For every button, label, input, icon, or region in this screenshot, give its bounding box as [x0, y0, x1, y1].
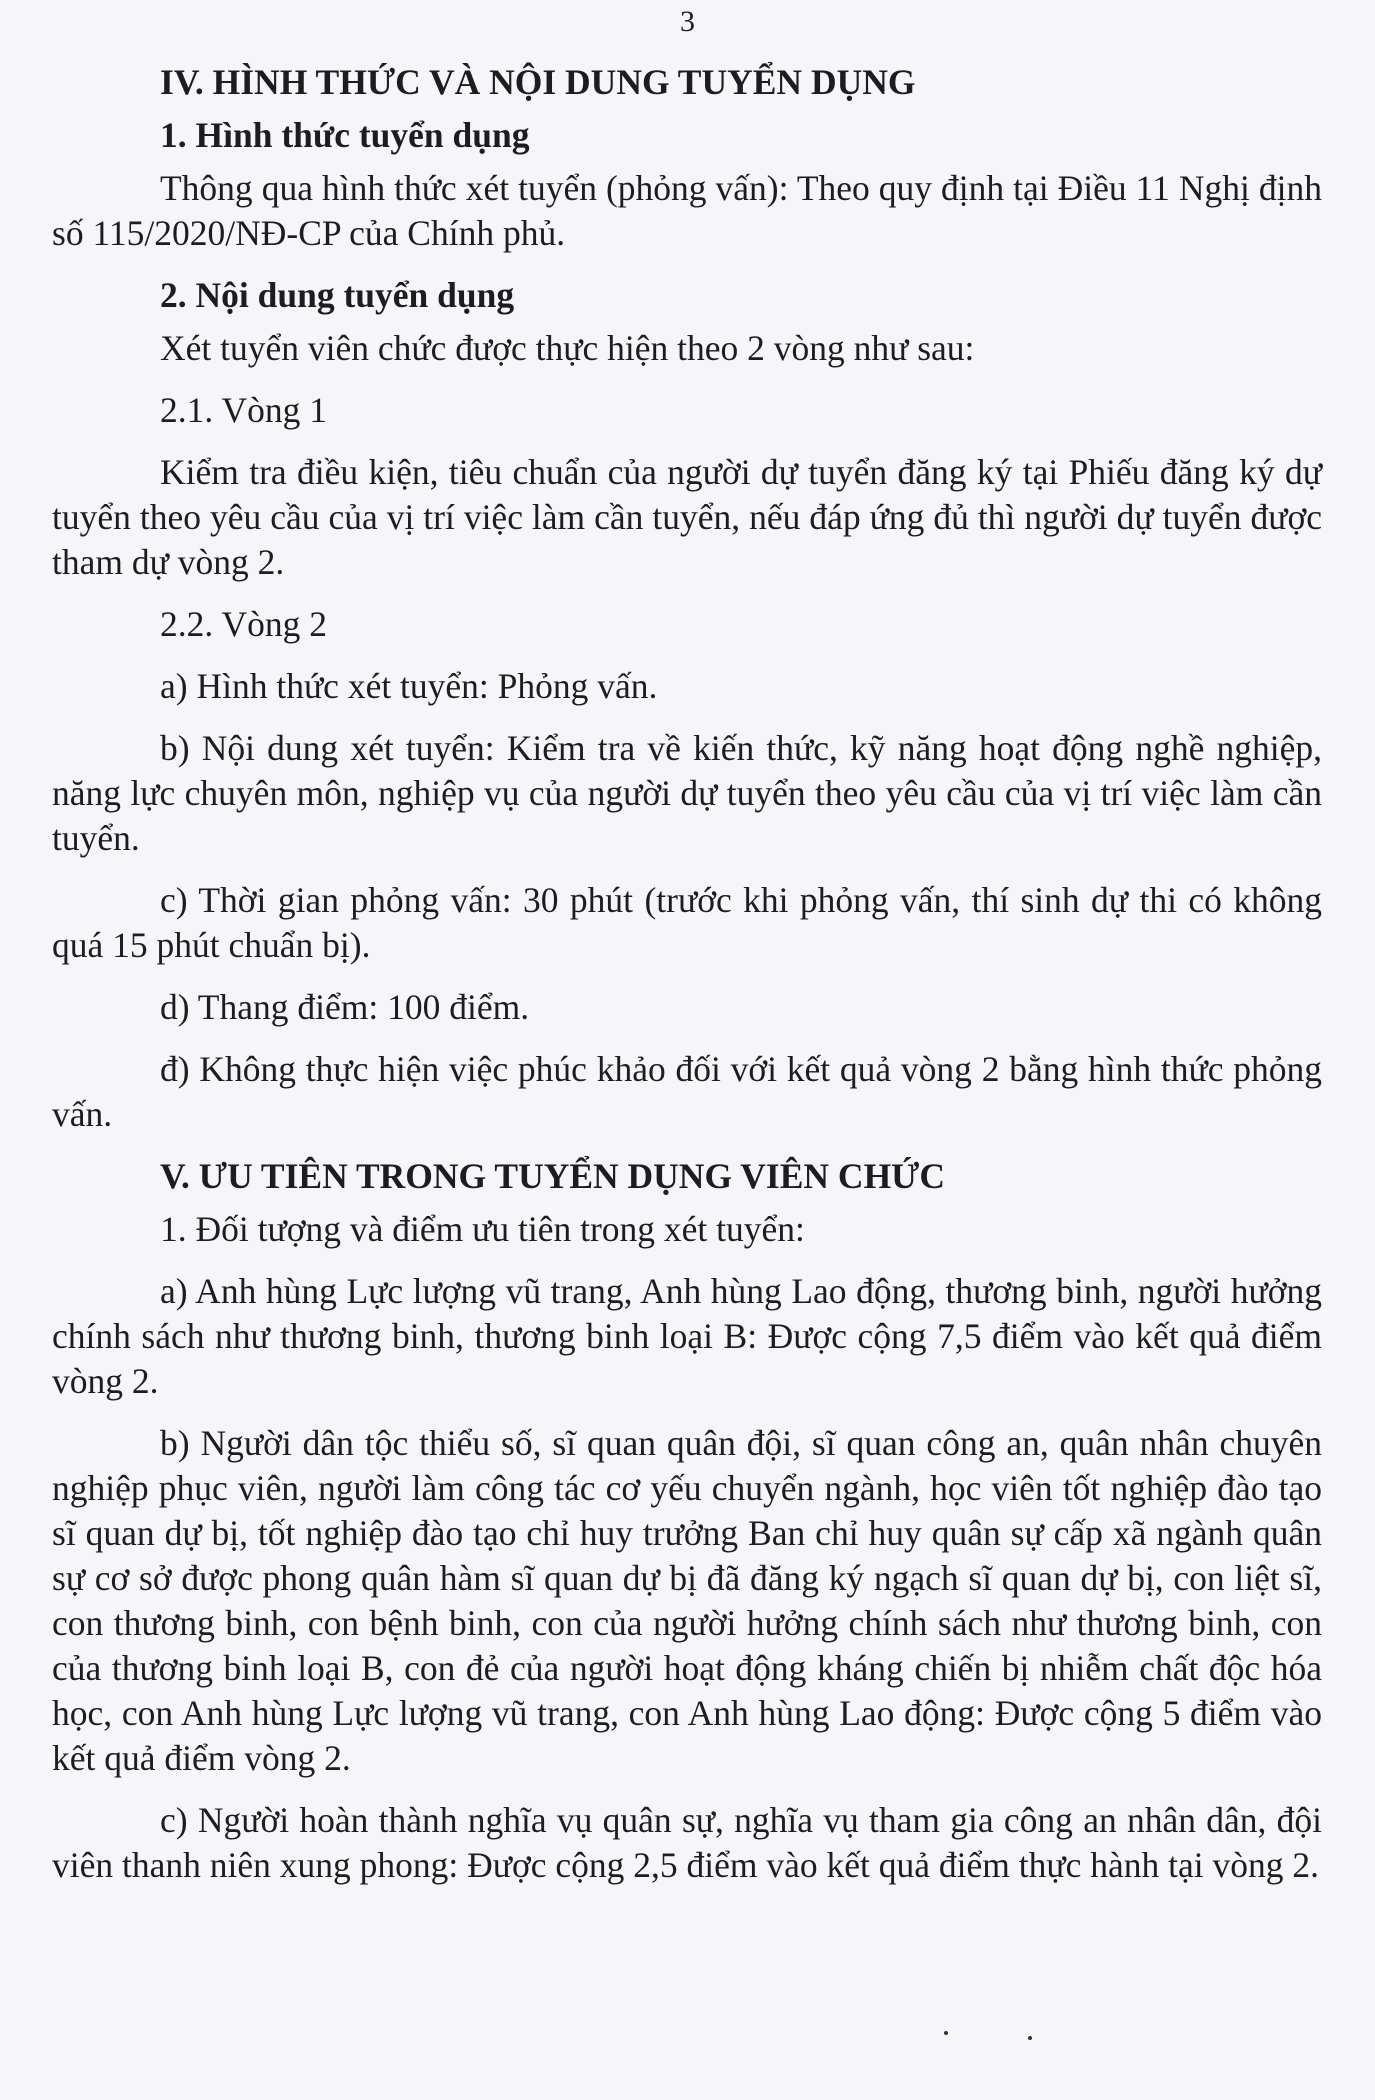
document-body	[52, 52, 1322, 1888]
scan-speck	[944, 2031, 948, 2035]
paragraph: 2.2. Vòng 2	[160, 604, 327, 644]
subsection-heading-noi-dung: 2. Nội dung tuyển dụng	[160, 275, 515, 315]
subsection-heading-hinh-thuc: 1. Hình thức tuyển dụng	[160, 115, 530, 155]
section-heading-iv: IV. HÌNH THỨC VÀ NỘI DUNG TUYỂN DỤNG	[160, 62, 916, 102]
paragraph: b) Nội dung xét tuyển: Kiểm tra về kiến thức, kỹ năng hoạt động nghề nghiệp, năng lực chuyên môn, nghiệp vụ của người dự tuyển theo yêu cầu của vị trí việc làm cần tuyển.	[52, 728, 1322, 858]
paragraph: Thông qua hình thức xét tuyển (phỏng vấn): Theo quy định tại Điều 11 Nghị định số 115/2020/NĐ-CP của Chính phủ.	[52, 168, 1322, 253]
paragraph: đ) Không thực hiện việc phúc khảo đối với kết quả vòng 2 bằng hình thức phỏng vấn.	[52, 1049, 1322, 1134]
paragraph: c) Người hoàn thành nghĩa vụ quân sự, nghĩa vụ tham gia công an nhân dân, đội viên thanh niên xung phong: Được cộng 2,5 điểm vào kết quả điểm thực hành tại vòng 2.	[52, 1800, 1322, 1885]
paragraph: a) Anh hùng Lực lượng vũ trang, Anh hùng Lao động, thương binh, người hưởng chính sách như thương binh, thương binh loại B: Được cộng 7,5 điểm vào kết quả điểm vòng 2.	[52, 1271, 1322, 1401]
paragraph: 2.1. Vòng 1	[160, 390, 327, 430]
paragraph: Xét tuyển viên chức được thực hiện theo 2 vòng như sau:	[160, 328, 975, 368]
paragraph: b) Người dân tộc thiểu số, sĩ quan quân đội, sĩ quan công an, quân nhân chuyên nghiệp phục viên, người làm công tác cơ yếu chuyển ngành, học viên tốt nghiệp đào tạo sĩ quan dự bị, tốt nghiệp đào tạo chỉ huy trưởng Ban chỉ huy quân sự cấp xã ngành quân sự cơ sở được phong quân hàm sĩ quan dự bị đã đăng ký ngạch sĩ quan dự bị, con liệt sĩ, con thương binh, con bệnh binh, con của người hưởng chính sách như thương binh, con của thương binh loại B, con đẻ của người hoạt động kháng chiến bị nhiễm chất độc hóa học, con Anh hùng Lực lượng vũ trang, con Anh hùng Lao động: Được cộng 5 điểm vào kết quả điểm vòng 2.	[52, 1423, 1322, 1778]
paragraph: a) Hình thức xét tuyển: Phỏng vấn.	[160, 666, 658, 706]
paragraph: c) Thời gian phỏng vấn: 30 phút (trước khi phỏng vấn, thí sinh dự thi có không quá 15 phút chuẩn bị).	[52, 880, 1322, 965]
scan-speck	[1028, 2036, 1032, 2040]
paragraph: Kiểm tra điều kiện, tiêu chuẩn của người dự tuyển đăng ký tại Phiếu đăng ký dự tuyển theo yêu cầu của vị trí việc làm cần tuyển, nếu đáp ứng đủ thì người dự tuyển được tham dự vòng 2.	[52, 452, 1322, 582]
page-number: 3	[680, 5, 695, 38]
paragraph: 1. Đối tượng và điểm ưu tiên trong xét tuyển:	[160, 1209, 805, 1249]
section-heading-v: V. ƯU TIÊN TRONG TUYỂN DỤNG VIÊN CHỨC	[160, 1156, 946, 1196]
paragraph: d) Thang điểm: 100 điểm.	[160, 987, 530, 1027]
